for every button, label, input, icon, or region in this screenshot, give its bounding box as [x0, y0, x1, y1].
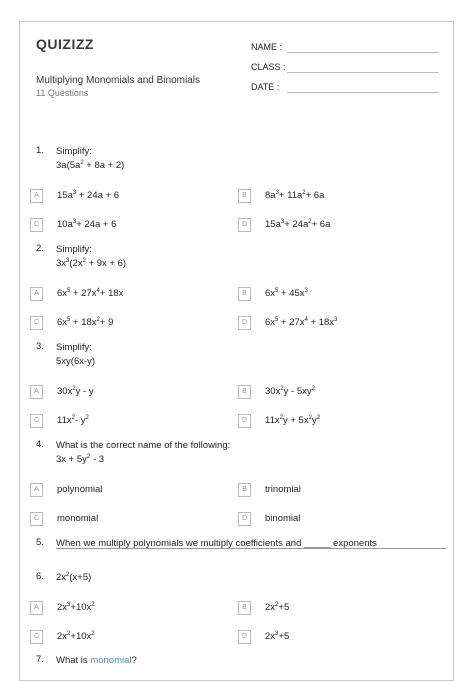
class-line	[287, 72, 439, 73]
option-text: $2x^3+5$	[265, 630, 290, 642]
option-text: $6x^5 + 45x^3$	[265, 287, 308, 299]
question-text: When we multiply polynomials we multiply coefficients and _____ exponents	[56, 538, 377, 549]
option-text: $6x^5 + 27x^4+ 18x$	[57, 287, 124, 299]
option-letter-box: A	[30, 287, 43, 301]
option-text: $30x^2y - 5xy^2$	[265, 385, 315, 397]
option-letter-box: D	[238, 316, 251, 330]
option-letter-box: D	[238, 218, 251, 232]
option-letter-box: D	[238, 414, 251, 428]
date-line	[287, 92, 439, 93]
option-letter-box: C	[30, 630, 43, 644]
option-text: $6x^5 + 27x^4 + 18x^3$	[265, 316, 338, 328]
option-text: $15a^3 + 24a + 6$	[57, 189, 119, 201]
option-text: $2x^2+10x^2$	[57, 630, 95, 642]
option-text: $2x^3+10x^2$	[57, 601, 95, 613]
quizizz-logo: QUIZIZZ	[36, 36, 94, 52]
option-letter-box: B	[238, 601, 251, 615]
option-text: $11x^2-$ $y^2$	[57, 414, 89, 426]
question-text: Simplify:	[56, 244, 92, 255]
option-letter-box: C	[30, 316, 43, 330]
option-text: $30x^2y$ - y	[57, 385, 94, 397]
question-number: 1.	[36, 145, 44, 156]
question-text: $2x^2(x+5)$	[56, 571, 92, 583]
option-letter-box: C	[30, 218, 43, 232]
option-letter-box: C	[30, 414, 43, 428]
option-text: trinomial	[265, 484, 301, 495]
question-text: $3a(5a^2 + 8a + 2)$	[56, 159, 125, 171]
date-label: DATE :	[251, 82, 280, 92]
option-letter-box: B	[238, 483, 251, 497]
question-text: $3x^3(2x^2 + 9x + 6)$	[56, 257, 127, 269]
question-text: What is monomial?	[56, 655, 137, 666]
option-text: $6x^5 + 18x^2+ 9$	[57, 316, 114, 328]
option-letter-box: C	[30, 512, 43, 526]
question-text: What is the correct name of the following:	[56, 440, 231, 451]
worksheet-title: Multiplying Monomials and Binomials	[36, 75, 200, 86]
option-letter-box: A	[30, 483, 43, 497]
question-number: 3.	[36, 341, 44, 352]
question-text: $3x + 5y^2 - 3$	[56, 453, 104, 465]
option-letter-box: D	[238, 512, 251, 526]
option-text: monomial	[57, 513, 99, 524]
question-number: 5.	[36, 537, 44, 548]
option-text: $8a^3+ 11a^2+ 6a$	[265, 189, 325, 201]
question-text: Simplify:	[56, 342, 92, 353]
question-number: 7.	[36, 654, 44, 665]
option-letter-box: A	[30, 385, 43, 399]
question-number: 4.	[36, 439, 44, 450]
option-letter-box: B	[238, 189, 251, 203]
question-number: 2.	[36, 243, 44, 254]
question-count: 11 Questions	[36, 88, 89, 98]
class-label: CLASS :	[251, 62, 286, 72]
option-letter-box: B	[238, 287, 251, 301]
question-text: 5xy(6x-y)	[56, 356, 96, 367]
option-letter-box: A	[30, 601, 43, 615]
option-letter-box: A	[30, 189, 43, 203]
option-text: polynomial	[57, 484, 103, 495]
option-text: $11x^2y + 5x^2y^2$	[265, 414, 321, 426]
question-number: 6.	[36, 571, 44, 582]
question-text: Simplify:	[56, 146, 92, 157]
answer-underline	[56, 548, 446, 549]
option-text: binomial	[265, 513, 301, 524]
option-letter-box: D	[238, 630, 251, 644]
name-label: NAME :	[251, 42, 283, 52]
option-text: $15a^3+ 24a^2+ 6a$	[265, 218, 331, 230]
option-text: $10a^3+ 24a + 6$	[57, 218, 117, 230]
option-text: $2x^2+5$	[265, 601, 290, 613]
option-letter-box: B	[238, 385, 251, 399]
name-line	[287, 52, 439, 53]
